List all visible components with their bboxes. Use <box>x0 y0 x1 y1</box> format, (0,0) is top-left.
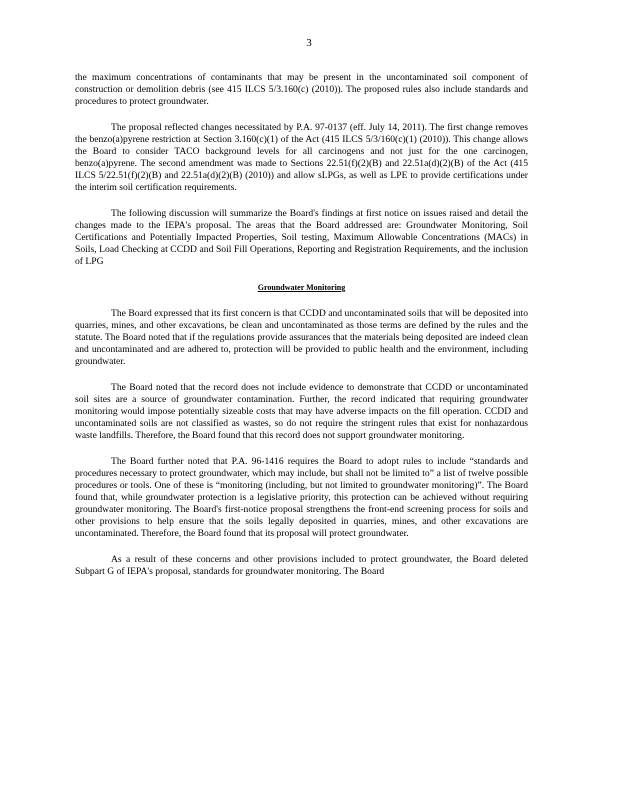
page-number: 3 <box>306 37 312 49</box>
paragraph: The following discussion will summarize the Board's findings at first notice on issues raised and detail the changes made to the IEPA's proposal. The areas that the Board addressed are: Groundwater Monitoring, Soil Certifications and Potentially Impacted Properties, Soil testing, Maximum Allowable Concentrations (MACs) in Soils, Load Checking at CCDD and Soil Fill Operations, Reporting and Registration Requirements, and the inclusion of LPG <box>75 208 528 267</box>
paragraph: The Board further noted that P.A. 96-1416 requires the Board to adopt rules to include “standards and procedures necessary to protect groundwater, which may include, but shall not be limited to” a list of twelve possible procedures or tools. One of these is “monitoring (including, but not limited to groundwater monitoring)”. The Board found that, while groundwater protection is a legislative priority, this protection can be achieved without requiring groundwater monitoring. The Board's first-notice proposal strengthens the front-end screening process for soils and other provisions to help ensure that the soils legally deposited in quarries, mines, and other excavations are uncontaminated. Therefore, the Board found that its proposal will protect groundwater. <box>75 456 528 539</box>
paragraph: The Board noted that the record does not include evidence to demonstrate that CCDD or uncontaminated soil sites are a source of groundwater contamination. Further, the record indicated that requiring groundwater monitoring would impose potentially sizeable costs that may have adverse impacts on the fill operation. CCDD and uncontaminated soils are not classified as wastes, so do not require the stringent rules that exist for nonhazardous waste landfills. Therefore, the Board found that this record does not support groundwater monitoring. <box>75 382 528 441</box>
paragraph: The proposal reflected changes necessitated by P.A. 97-0137 (eff. July 14, 2011). The first change removes the benzo(a)pyrene restriction at Section 3.160(c)(1) of the Act (415 ILCS 5/3/160(c)(1) (2010)). This change allows the Board to consider TACO background levels for all carcinogens and not just for the one carcinogen, benzo(a)pyrene. The second amendment was made to Sections 22.51(f)(2)(B) and 22.51a(d)(2)(B) of the Act (415 ILCS 5/22.51(f)(2)(B) and 22.51a(d)(2)(B) (2010)) and allow sLPGs, as well as LPE to provide certifications under the interim soil certification requirements. <box>75 122 528 193</box>
paragraph: the maximum concentrations of contaminants that may be present in the uncontaminated soil component of construction or demolition debris (see 415 ILCS 5/3.160(c) (2010)). The proposed rules also include standards and procedures to protect groundwater. <box>75 72 528 107</box>
paragraph: The Board expressed that its first concern is that CCDD and uncontaminated soils that will be deposited into quarries, mines, and other excavations, be clean and uncontaminated as those terms are defined by the rules and the statute. The Board noted that if the regulations provide assurances that the materials being deposited are indeed clean and uncontaminated and are adhered to, protection will be provided to public health and the environment, including groundwater. <box>75 308 528 367</box>
document-body <box>75 72 528 592</box>
section-heading <box>75 282 528 294</box>
paragraph: As a result of these concerns and other provisions included to protect groundwater, the Board deleted Subpart G of IEPA's proposal, standards for groundwater monitoring. The Board <box>75 554 528 577</box>
section-heading-text: Groundwater Monitoring <box>257 283 346 292</box>
